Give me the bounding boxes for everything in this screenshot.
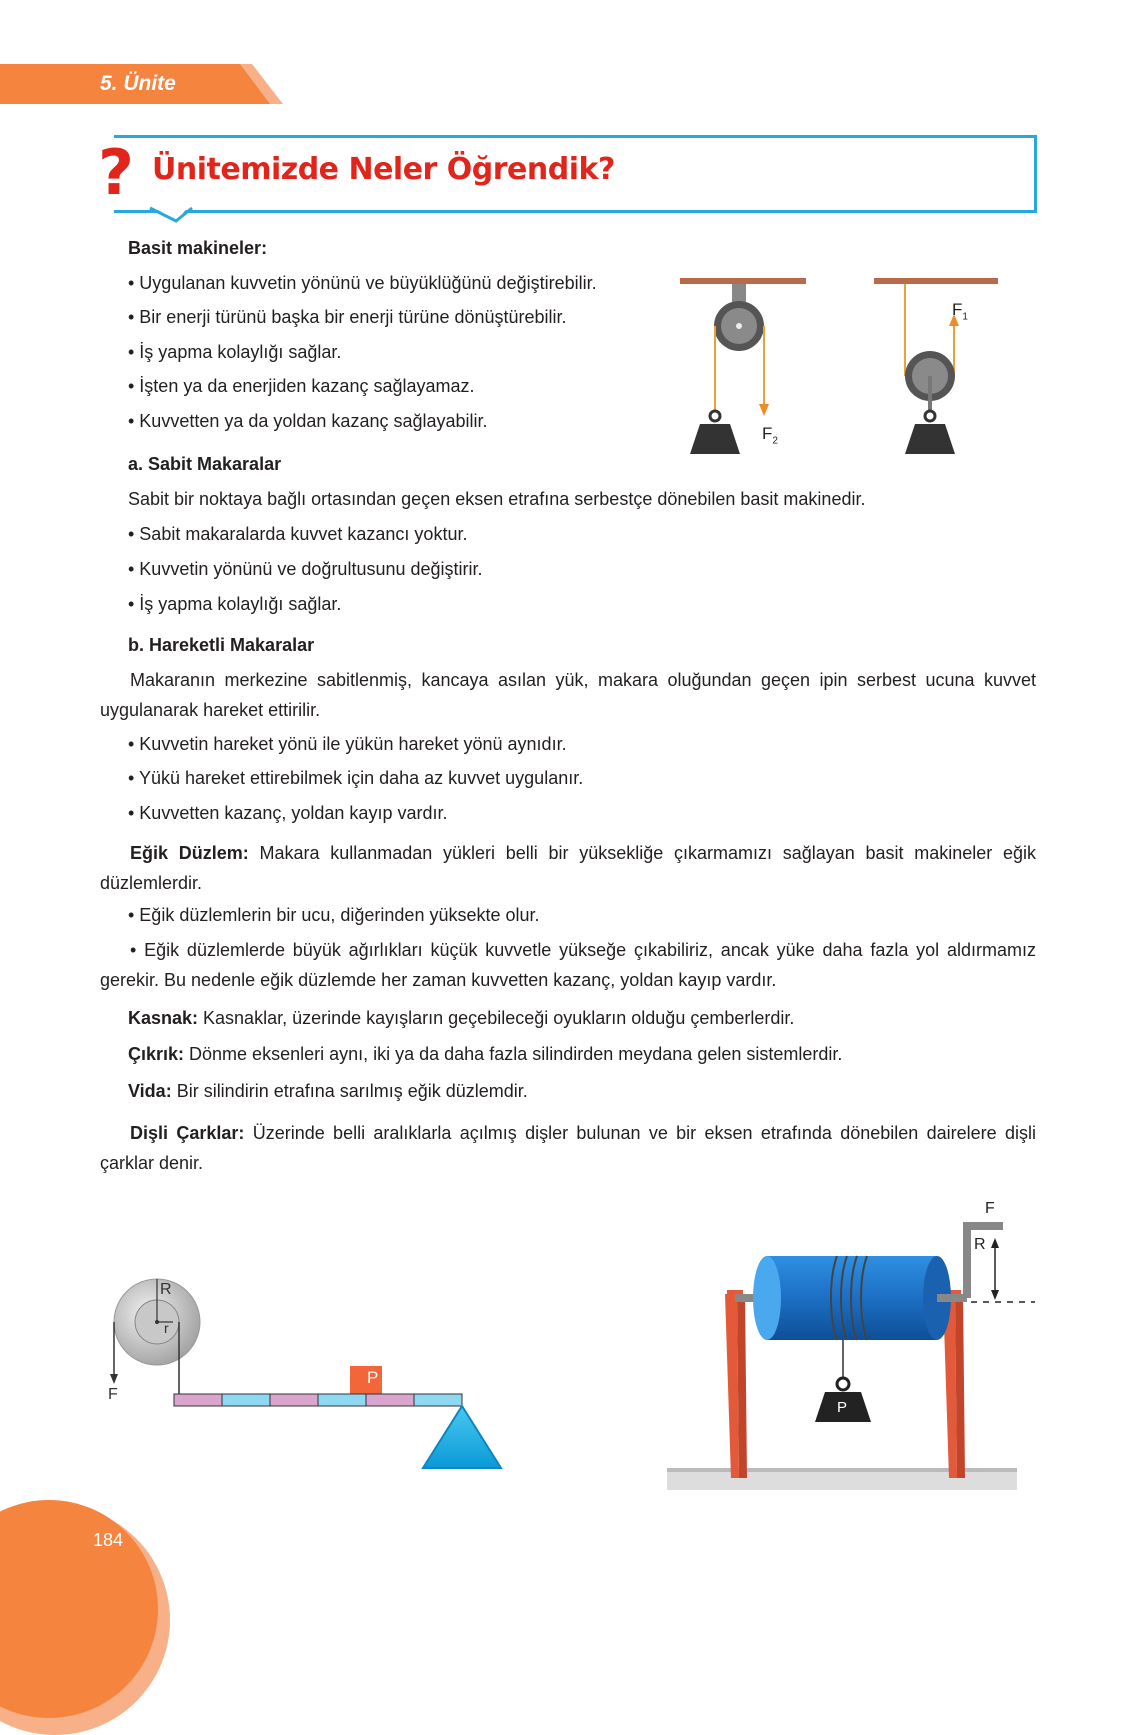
moving-heading: b. Hareketli Makaralar <box>128 635 315 655</box>
intro-bullet: • İşten ya da enerjiden kazanç sağlayamaz. <box>128 376 475 396</box>
lever-force-label: F <box>108 1386 118 1403</box>
fixed-pulley-diagram <box>680 278 820 468</box>
page-number: 184 <box>93 1530 124 1550</box>
moving-bullet: • Kuvvetin hareket yönü ile yükün hareket yönü aynıdır. <box>128 734 567 754</box>
incline-definition: Eğik Düzlem: Makara kullanmadan yükleri belli bir yüksekliğe çıkarmamızı sağlayan basit makineler eğik düzlemlerdir. <box>100 843 1036 893</box>
pulley-wheel-definition: Kasnak: Kasnaklar, üzerinde kayışların geçebileceği oyukların olduğu çemberlerdir. <box>128 1008 795 1028</box>
unit-label: 5. Ünite <box>100 72 176 95</box>
intro-bullet: • Bir enerji türünü başka bir enerji türüne dönüştürebilir. <box>128 307 567 327</box>
lever-radius-big: R <box>160 1281 172 1298</box>
force-label-f2: $F_2$ <box>762 424 778 447</box>
lever-radius-small: r <box>164 1320 169 1336</box>
gears-definition: Dişli Çarklar: Üzerinde belli aralıklarla açılmış dişler bulunan ve bir eksen etrafında dönebilen dairelere dişli çarklar denir. <box>100 1123 1036 1173</box>
intro-bullet: • Kuvvetten ya da yoldan kazanç sağlayabilir. <box>128 411 488 431</box>
intro-bullet: • İş yapma kolaylığı sağlar. <box>128 342 342 362</box>
page-title: Ünitemizde Neler Öğrendik? <box>152 152 615 187</box>
lever-load-label: P <box>367 1368 379 1387</box>
screw-definition: Vida: Bir silindirin etrafına sarılmış eğik düzlemdir. <box>128 1081 528 1101</box>
moving-bullet: • Yükü hareket ettirebilmek için daha az kuvvet uygulanır. <box>128 768 584 788</box>
title-frame-tail <box>150 205 200 225</box>
intro-bullet: • Uygulanan kuvvetin yönünü ve büyüklüğünü değiştirebilir. <box>128 273 597 293</box>
incline-bullet-long: • Eğik düzlemlerde büyük ağırlıkları küçük kuvvetle yükseğe çıkabiliriz, ancak yüke daha fazla yol aldırmamız gerekir. Bu nedenle eğik düzlemde her zaman kuvvetten kazanç, yoldan kayıp vardır. <box>100 940 1036 990</box>
winch-definition: Çıkrık: Dönme eksenleri aynı, iki ya da daha fazla silindirden meydana gelen sistemlerdir. <box>128 1044 843 1064</box>
fixed-bullet: • Kuvvetin yönünü ve doğrultusunu değiştirir. <box>128 559 483 579</box>
winch-diagram <box>675 1228 1035 1528</box>
fixed-bullet: • İş yapma kolaylığı sağlar. <box>128 594 342 614</box>
winch-load-label: P <box>837 1399 848 1416</box>
fixed-heading: a. Sabit Makaralar <box>128 454 282 474</box>
moving-bullet: • Kuvvetten kazanç, yoldan kayıp vardır. <box>128 803 448 823</box>
force-label-f1: $F_1$ <box>952 300 968 323</box>
lever-diagram <box>100 1270 520 1500</box>
winch-radius-label: R <box>974 1236 986 1253</box>
intro-heading: Basit makineler: <box>128 238 268 258</box>
moving-definition: Makaranın merkezine sabitlenmiş, kancaya asılan yük, makara oluğundan geçen ipin serbest ucuna kuvvet uygulanarak hareket ettirilir. <box>100 670 1036 720</box>
fixed-bullet: • Sabit makaralarda kuvvet kazancı yoktur. <box>128 524 468 544</box>
winch-force-label: F <box>985 1200 995 1217</box>
fixed-definition: Sabit bir noktaya bağlı ortasından geçen eksen etrafına serbestçe dönebilen basit makinedir. <box>128 489 866 509</box>
moving-pulley-diagram <box>874 278 1014 468</box>
question-mark-icon: ? <box>98 136 134 209</box>
incline-bullet: • Eğik düzlemlerin bir ucu, diğerinden yüksekte olur. <box>128 905 540 925</box>
